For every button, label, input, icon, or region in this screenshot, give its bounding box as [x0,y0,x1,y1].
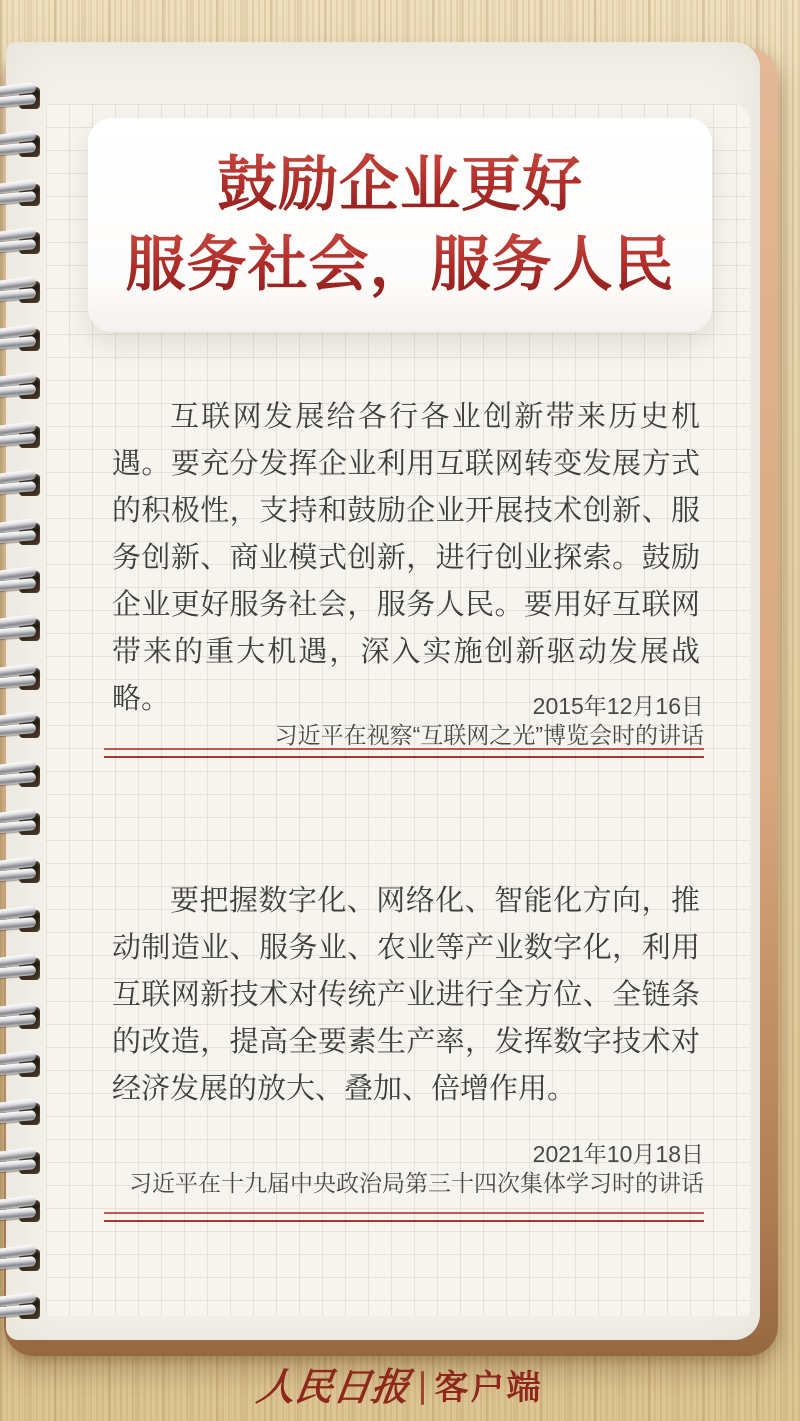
spiral-ring [0,1052,46,1082]
spiral-ring [0,1197,46,1227]
spiral-ring [0,84,46,114]
spiral-binding [0,0,60,1421]
quote-2-meta [112,1140,704,1198]
spiral-ring [0,568,46,598]
spiral-ring [0,1246,46,1276]
quote-2-divider [104,1212,704,1222]
footer-brand [0,1364,800,1412]
brand-divider-bar [421,1371,424,1405]
quote-2-source: 习近平在十九届中央政治局第三十四次集体学习时的讲话 [129,1170,704,1196]
quote-1-source: 习近平在视察“互联网之光”博览会时的讲话 [274,722,704,748]
quote-1-date: 2015年12月16日 [532,693,704,719]
spiral-ring [0,423,46,453]
peoples-daily-logo: 人民日报 [254,1367,413,1409]
spiral-ring [0,1004,46,1034]
spiral-ring [0,229,46,259]
spiral-ring [0,762,46,792]
poster-title-line2: 服务社会，服务人民 [126,225,675,305]
spiral-ring [0,616,46,646]
title-card [88,118,712,332]
poster-title-line1: 鼓励企业更好 [217,145,583,225]
spiral-ring [0,665,46,695]
spiral-ring [0,810,46,840]
spiral-ring [0,374,46,404]
brand-client-label: 客户端 [434,1369,543,1407]
spiral-ring [0,1294,46,1324]
spiral-ring [0,132,46,162]
spiral-ring [0,471,46,501]
spiral-ring [0,907,46,937]
spiral-ring [0,520,46,550]
quote-2-date: 2021年10月18日 [532,1141,704,1167]
spiral-ring [0,858,46,888]
quote-2-text: 要把握数字化、网络化、智能化方向，推动制造业、服务业、农业等产业数字化，利用互联网新技术对传统产业进行全方位、全链条的改造，提高全要素生产率，发挥数字技术对经济发展的放大、叠加、倍增作用。 [112,885,700,1105]
quote-1-divider [104,748,704,758]
notebook-page [6,42,760,1340]
spiral-ring [0,955,46,985]
spiral-ring [0,1100,46,1130]
spiral-ring [0,713,46,743]
spiral-ring [0,278,46,308]
spiral-ring [0,1149,46,1179]
spiral-ring [0,181,46,211]
quote-1-meta [112,692,704,750]
spiral-ring [0,326,46,356]
quote-1-text: 互联网发展给各行各业创新带来历史机遇。要充分发挥企业利用互联网转变发展方式的积极性，支持和鼓励企业开展技术创新、服务创新、商业模式创新，进行创业探索。鼓励企业更好服务社会，服务人民。要用好互联网带来的重大机遇，深入实施创新驱动发展战略。 [112,401,700,715]
